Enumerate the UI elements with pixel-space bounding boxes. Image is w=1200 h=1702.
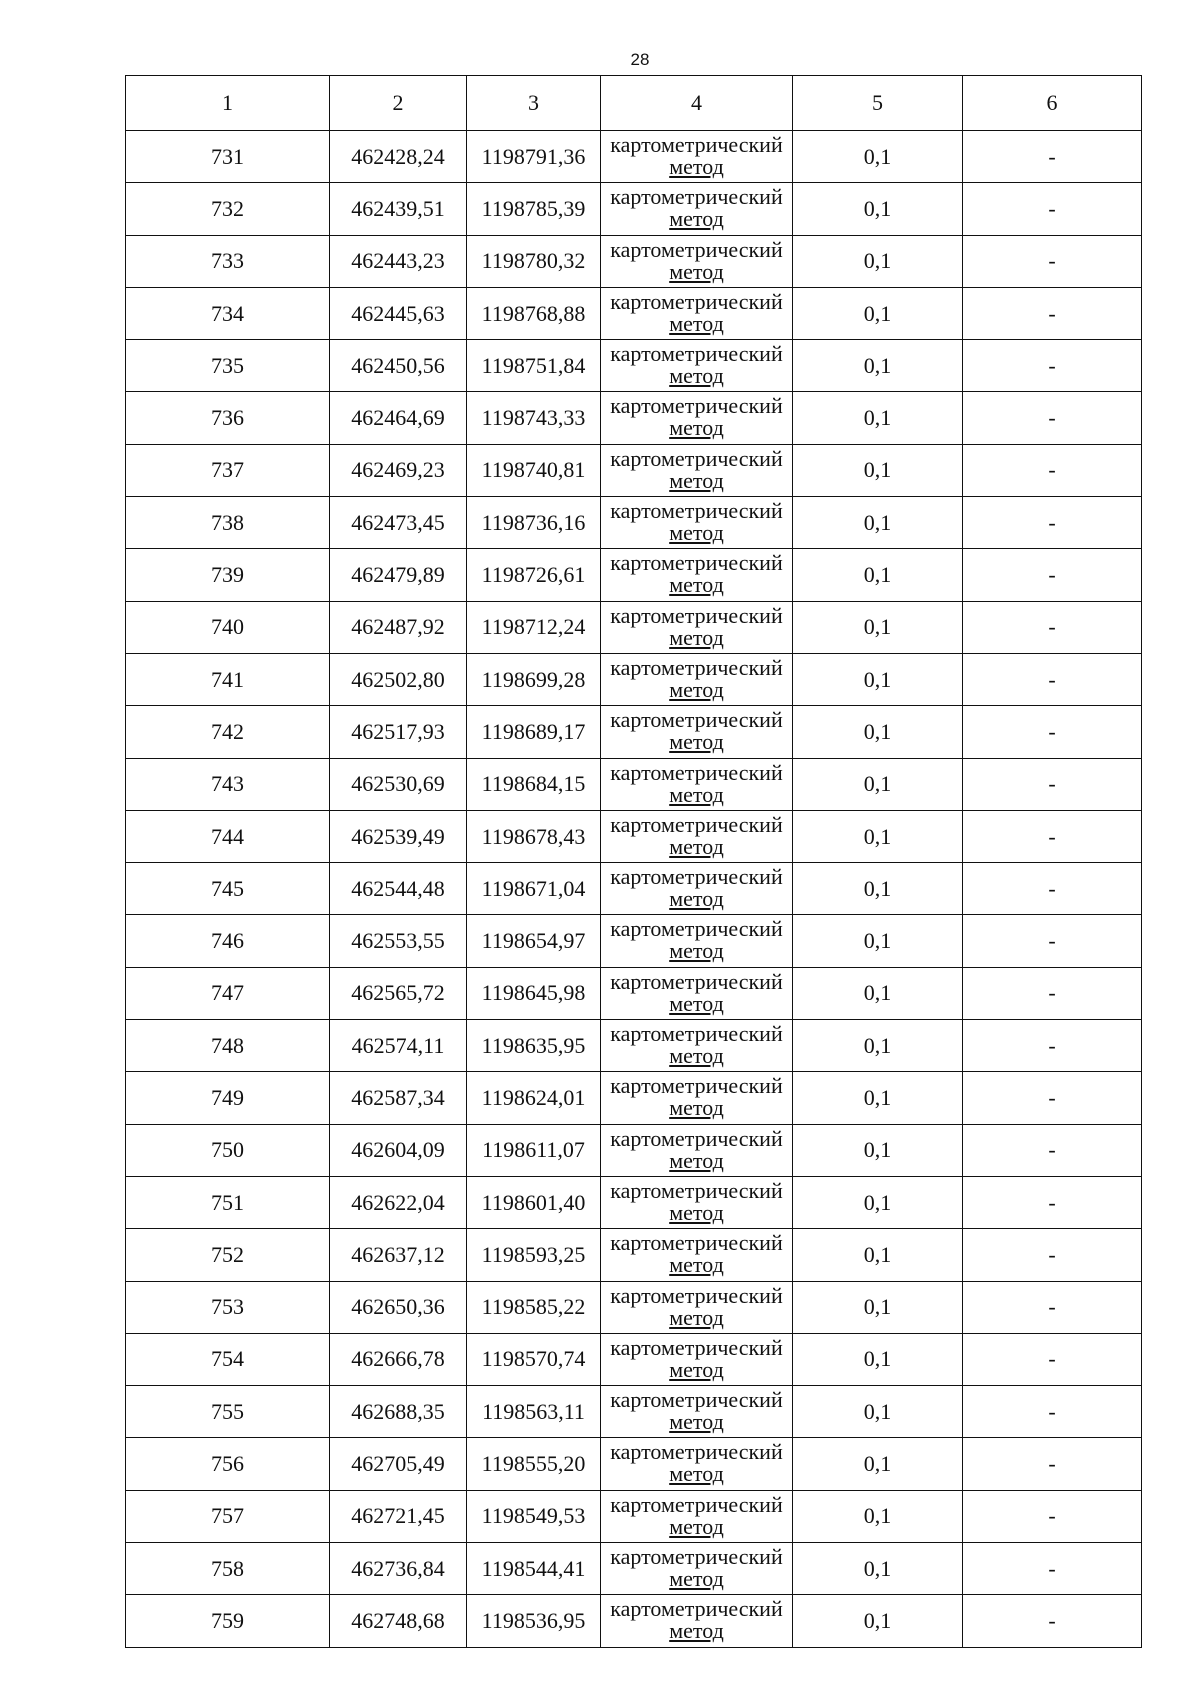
method-cell xyxy=(601,706,793,758)
note-cell: - xyxy=(963,863,1142,915)
x-coordinate-cell: 462445,63 xyxy=(330,287,467,339)
table-row xyxy=(126,1229,1142,1281)
table-row xyxy=(126,1333,1142,1385)
accuracy-cell: 0,1 xyxy=(793,1438,963,1490)
x-coordinate-cell: 462517,93 xyxy=(330,706,467,758)
method-line2: метод xyxy=(669,154,724,179)
method-line2: метод xyxy=(669,415,724,441)
method-line1: картометрический xyxy=(610,1439,783,1465)
method-line1: картометрический xyxy=(610,759,783,785)
method-line1: картометрический xyxy=(610,968,783,994)
method-line1: картометрический xyxy=(610,341,783,367)
header-col-5: 5 xyxy=(793,76,963,131)
y-coordinate-cell: 1198563,11 xyxy=(467,1386,601,1438)
point-number-cell: 742 xyxy=(126,706,330,758)
x-coordinate-cell: 462473,45 xyxy=(330,497,467,549)
note-cell: - xyxy=(963,706,1142,758)
method-cell xyxy=(601,1281,793,1333)
accuracy-cell: 0,1 xyxy=(793,392,963,444)
x-coordinate-cell: 462622,04 xyxy=(330,1176,467,1228)
method-line1: картометрический xyxy=(610,602,783,628)
y-coordinate-cell: 1198678,43 xyxy=(467,810,601,862)
note-cell: - xyxy=(963,653,1142,705)
coordinates-table xyxy=(125,75,1142,1648)
method-cell xyxy=(601,1595,793,1647)
method-line2: метод xyxy=(669,1566,724,1592)
accuracy-cell: 0,1 xyxy=(793,183,963,235)
method-line2: метод xyxy=(669,1461,724,1487)
x-coordinate-cell: 462464,69 xyxy=(330,392,467,444)
y-coordinate-cell: 1198645,98 xyxy=(467,967,601,1019)
method-line1: картометрический xyxy=(610,445,783,471)
y-coordinate-cell: 1198544,41 xyxy=(467,1543,601,1595)
accuracy-cell: 0,1 xyxy=(793,967,963,1019)
method-line1: картометрический xyxy=(610,811,783,837)
method-cell xyxy=(601,444,793,496)
method-line1: картометрический xyxy=(610,1282,783,1308)
note-cell: - xyxy=(963,601,1142,653)
method-cell xyxy=(601,183,793,235)
method-line2: метод xyxy=(669,1147,724,1173)
table-row xyxy=(126,183,1142,235)
x-coordinate-cell: 462479,89 xyxy=(330,549,467,601)
table-body xyxy=(126,131,1142,1648)
method-cell xyxy=(601,863,793,915)
table-row xyxy=(126,1595,1142,1647)
method-cell xyxy=(601,392,793,444)
method-line1: картометрический xyxy=(610,1491,783,1517)
point-number-cell: 753 xyxy=(126,1281,330,1333)
x-coordinate-cell: 462487,92 xyxy=(330,601,467,653)
y-coordinate-cell: 1198743,33 xyxy=(467,392,601,444)
point-number-cell: 737 xyxy=(126,444,330,496)
accuracy-cell: 0,1 xyxy=(793,444,963,496)
point-number-cell: 733 xyxy=(126,235,330,287)
y-coordinate-cell: 1198736,16 xyxy=(467,497,601,549)
point-number-cell: 747 xyxy=(126,967,330,1019)
y-coordinate-cell: 1198780,32 xyxy=(467,235,601,287)
method-line2: метод xyxy=(669,1409,724,1435)
table-row xyxy=(126,549,1142,601)
method-cell xyxy=(601,549,793,601)
method-line2: метод xyxy=(669,624,724,650)
point-number-cell: 738 xyxy=(126,497,330,549)
table-row xyxy=(126,1386,1142,1438)
y-coordinate-cell: 1198611,07 xyxy=(467,1124,601,1176)
header-col-6: 6 xyxy=(963,76,1142,131)
method-line2: метод xyxy=(669,1199,724,1225)
point-number-cell: 756 xyxy=(126,1438,330,1490)
note-cell: - xyxy=(963,1543,1142,1595)
method-cell xyxy=(601,235,793,287)
note-cell: - xyxy=(963,1333,1142,1385)
y-coordinate-cell: 1198570,74 xyxy=(467,1333,601,1385)
table-row xyxy=(126,1176,1142,1228)
method-line2: метод xyxy=(669,1618,724,1644)
method-line2: метод xyxy=(669,520,724,546)
point-number-cell: 736 xyxy=(126,392,330,444)
table-row xyxy=(126,1020,1142,1072)
note-cell: - xyxy=(963,235,1142,287)
y-coordinate-cell: 1198689,17 xyxy=(467,706,601,758)
x-coordinate-cell: 462502,80 xyxy=(330,653,467,705)
table-row xyxy=(126,601,1142,653)
note-cell: - xyxy=(963,131,1142,183)
x-coordinate-cell: 462721,45 xyxy=(330,1490,467,1542)
point-number-cell: 745 xyxy=(126,863,330,915)
point-number-cell: 749 xyxy=(126,1072,330,1124)
note-cell: - xyxy=(963,758,1142,810)
table-row xyxy=(126,1543,1142,1595)
y-coordinate-cell: 1198699,28 xyxy=(467,653,601,705)
y-coordinate-cell: 1198791,36 xyxy=(467,131,601,183)
accuracy-cell: 0,1 xyxy=(793,758,963,810)
note-cell: - xyxy=(963,1595,1142,1647)
table-header xyxy=(126,76,1142,131)
x-coordinate-cell: 462688,35 xyxy=(330,1386,467,1438)
accuracy-cell: 0,1 xyxy=(793,497,963,549)
table-row xyxy=(126,1490,1142,1542)
table-row xyxy=(126,1438,1142,1490)
point-number-cell: 751 xyxy=(126,1176,330,1228)
accuracy-cell: 0,1 xyxy=(793,1229,963,1281)
table-row xyxy=(126,444,1142,496)
page-number: 28 xyxy=(630,50,650,69)
accuracy-cell: 0,1 xyxy=(793,915,963,967)
x-coordinate-cell: 462544,48 xyxy=(330,863,467,915)
accuracy-cell: 0,1 xyxy=(793,1543,963,1595)
accuracy-cell: 0,1 xyxy=(793,1020,963,1072)
method-line1: картометрический xyxy=(610,1125,783,1151)
y-coordinate-cell: 1198555,20 xyxy=(467,1438,601,1490)
point-number-cell: 731 xyxy=(126,131,330,183)
note-cell: - xyxy=(963,444,1142,496)
method-line1: картометрический xyxy=(610,1230,783,1256)
method-line2: метод xyxy=(669,781,724,807)
note-cell: - xyxy=(963,967,1142,1019)
accuracy-cell: 0,1 xyxy=(793,863,963,915)
table-row xyxy=(126,392,1142,444)
point-number-cell: 754 xyxy=(126,1333,330,1385)
x-coordinate-cell: 462530,69 xyxy=(330,758,467,810)
method-line1: картометрический xyxy=(610,184,783,210)
method-line1: картометрический xyxy=(610,916,783,942)
point-number-cell: 757 xyxy=(126,1490,330,1542)
x-coordinate-cell: 462439,51 xyxy=(330,183,467,235)
note-cell: - xyxy=(963,1386,1142,1438)
method-cell xyxy=(601,1490,793,1542)
method-line1: картометрический xyxy=(610,498,783,524)
point-number-cell: 732 xyxy=(126,183,330,235)
method-cell xyxy=(601,810,793,862)
accuracy-cell: 0,1 xyxy=(793,549,963,601)
x-coordinate-cell: 462450,56 xyxy=(330,340,467,392)
accuracy-cell: 0,1 xyxy=(793,1490,963,1542)
note-cell: - xyxy=(963,1281,1142,1333)
point-number-cell: 739 xyxy=(126,549,330,601)
method-line1: картометрический xyxy=(610,393,783,419)
note-cell: - xyxy=(963,340,1142,392)
note-cell: - xyxy=(963,1020,1142,1072)
note-cell: - xyxy=(963,1176,1142,1228)
note-cell: - xyxy=(963,1490,1142,1542)
y-coordinate-cell: 1198624,01 xyxy=(467,1072,601,1124)
table-row xyxy=(126,653,1142,705)
method-line2: метод xyxy=(669,1095,724,1121)
y-coordinate-cell: 1198671,04 xyxy=(467,863,601,915)
y-coordinate-cell: 1198635,95 xyxy=(467,1020,601,1072)
note-cell: - xyxy=(963,810,1142,862)
method-line2: метод xyxy=(669,572,724,598)
method-line1: картометрический xyxy=(610,288,783,314)
table-row xyxy=(126,706,1142,758)
method-line2: метод xyxy=(669,1043,724,1069)
method-cell xyxy=(601,1124,793,1176)
point-number-cell: 748 xyxy=(126,1020,330,1072)
point-number-cell: 752 xyxy=(126,1229,330,1281)
y-coordinate-cell: 1198740,81 xyxy=(467,444,601,496)
method-line2: метод xyxy=(669,729,724,755)
x-coordinate-cell: 462565,72 xyxy=(330,967,467,1019)
method-cell xyxy=(601,1333,793,1385)
table-row xyxy=(126,967,1142,1019)
method-line2: метод xyxy=(669,467,724,493)
x-coordinate-cell: 462604,09 xyxy=(330,1124,467,1176)
method-cell xyxy=(601,131,793,183)
note-cell: - xyxy=(963,497,1142,549)
table-row xyxy=(126,235,1142,287)
method-line2: метод xyxy=(669,258,724,284)
method-line1: картометрический xyxy=(610,1177,783,1203)
method-line1: картометрический xyxy=(610,1021,783,1047)
y-coordinate-cell: 1198549,53 xyxy=(467,1490,601,1542)
x-coordinate-cell: 462587,34 xyxy=(330,1072,467,1124)
x-coordinate-cell: 462443,23 xyxy=(330,235,467,287)
point-number-cell: 734 xyxy=(126,287,330,339)
y-coordinate-cell: 1198654,97 xyxy=(467,915,601,967)
method-cell xyxy=(601,601,793,653)
method-line2: метод xyxy=(669,990,724,1016)
x-coordinate-cell: 462748,68 xyxy=(330,1595,467,1647)
table-row xyxy=(126,131,1142,183)
table-row xyxy=(126,1281,1142,1333)
point-number-cell: 750 xyxy=(126,1124,330,1176)
note-cell: - xyxy=(963,392,1142,444)
method-line1: картометрический xyxy=(610,1387,783,1413)
method-line2: метод xyxy=(669,363,724,389)
table-row xyxy=(126,1124,1142,1176)
method-cell xyxy=(601,967,793,1019)
method-cell xyxy=(601,1072,793,1124)
x-coordinate-cell: 462428,24 xyxy=(330,131,467,183)
point-number-cell: 743 xyxy=(126,758,330,810)
accuracy-cell: 0,1 xyxy=(793,131,963,183)
x-coordinate-cell: 462574,11 xyxy=(330,1020,467,1072)
accuracy-cell: 0,1 xyxy=(793,1595,963,1647)
method-cell xyxy=(601,915,793,967)
accuracy-cell: 0,1 xyxy=(793,1333,963,1385)
y-coordinate-cell: 1198726,61 xyxy=(467,549,601,601)
accuracy-cell: 0,1 xyxy=(793,706,963,758)
method-cell xyxy=(601,1020,793,1072)
header-col-3: 3 xyxy=(467,76,601,131)
x-coordinate-cell: 462666,78 xyxy=(330,1333,467,1385)
point-number-cell: 755 xyxy=(126,1386,330,1438)
method-line2: метод xyxy=(669,206,724,232)
method-line1: картометрический xyxy=(610,132,783,157)
point-number-cell: 759 xyxy=(126,1595,330,1647)
point-number-cell: 744 xyxy=(126,810,330,862)
table-row xyxy=(126,497,1142,549)
method-line2: метод xyxy=(669,310,724,336)
note-cell: - xyxy=(963,1072,1142,1124)
x-coordinate-cell: 462469,23 xyxy=(330,444,467,496)
method-line2: метод xyxy=(669,1513,724,1539)
method-cell xyxy=(601,1438,793,1490)
x-coordinate-cell: 462637,12 xyxy=(330,1229,467,1281)
accuracy-cell: 0,1 xyxy=(793,235,963,287)
method-line2: метод xyxy=(669,1304,724,1330)
x-coordinate-cell: 462539,49 xyxy=(330,810,467,862)
method-cell xyxy=(601,758,793,810)
x-coordinate-cell: 462650,36 xyxy=(330,1281,467,1333)
y-coordinate-cell: 1198593,25 xyxy=(467,1229,601,1281)
note-cell: - xyxy=(963,287,1142,339)
point-number-cell: 758 xyxy=(126,1543,330,1595)
accuracy-cell: 0,1 xyxy=(793,1386,963,1438)
note-cell: - xyxy=(963,1229,1142,1281)
accuracy-cell: 0,1 xyxy=(793,1072,963,1124)
accuracy-cell: 0,1 xyxy=(793,1281,963,1333)
method-line2: метод xyxy=(669,676,724,702)
method-line1: картометрический xyxy=(610,236,783,262)
method-line1: картометрический xyxy=(610,654,783,680)
note-cell: - xyxy=(963,183,1142,235)
method-line2: метод xyxy=(669,886,724,912)
method-cell xyxy=(601,1543,793,1595)
method-line2: метод xyxy=(669,1252,724,1278)
method-cell xyxy=(601,287,793,339)
note-cell: - xyxy=(963,549,1142,601)
accuracy-cell: 0,1 xyxy=(793,601,963,653)
table-row xyxy=(126,863,1142,915)
y-coordinate-cell: 1198601,40 xyxy=(467,1176,601,1228)
method-cell xyxy=(601,1386,793,1438)
method-cell xyxy=(601,497,793,549)
note-cell: - xyxy=(963,915,1142,967)
accuracy-cell: 0,1 xyxy=(793,1176,963,1228)
header-col-2: 2 xyxy=(330,76,467,131)
method-cell xyxy=(601,1176,793,1228)
method-line1: картометрический xyxy=(610,1596,783,1622)
method-line1: картометрический xyxy=(610,707,783,733)
x-coordinate-cell: 462736,84 xyxy=(330,1543,467,1595)
table-row xyxy=(126,758,1142,810)
method-cell xyxy=(601,1229,793,1281)
accuracy-cell: 0,1 xyxy=(793,653,963,705)
method-line1: картометрический xyxy=(610,1334,783,1360)
method-line2: метод xyxy=(669,938,724,964)
method-line1: картометрический xyxy=(610,1073,783,1099)
method-cell xyxy=(601,653,793,705)
y-coordinate-cell: 1198536,95 xyxy=(467,1595,601,1647)
method-line1: картометрический xyxy=(610,550,783,576)
y-coordinate-cell: 1198684,15 xyxy=(467,758,601,810)
method-line1: картометрический xyxy=(610,864,783,890)
table-row xyxy=(126,340,1142,392)
note-cell: - xyxy=(963,1124,1142,1176)
table-row xyxy=(126,287,1142,339)
point-number-cell: 741 xyxy=(126,653,330,705)
x-coordinate-cell: 462705,49 xyxy=(330,1438,467,1490)
table-row xyxy=(126,915,1142,967)
accuracy-cell: 0,1 xyxy=(793,287,963,339)
accuracy-cell: 0,1 xyxy=(793,340,963,392)
point-number-cell: 735 xyxy=(126,340,330,392)
x-coordinate-cell: 462553,55 xyxy=(330,915,467,967)
y-coordinate-cell: 1198785,39 xyxy=(467,183,601,235)
method-cell xyxy=(601,340,793,392)
y-coordinate-cell: 1198585,22 xyxy=(467,1281,601,1333)
y-coordinate-cell: 1198712,24 xyxy=(467,601,601,653)
method-line2: метод xyxy=(669,1356,724,1382)
table-row xyxy=(126,1072,1142,1124)
note-cell: - xyxy=(963,1438,1142,1490)
accuracy-cell: 0,1 xyxy=(793,810,963,862)
header-col-1: 1 xyxy=(126,76,330,131)
header-row xyxy=(126,76,1142,131)
method-line1: картометрический xyxy=(610,1544,783,1570)
point-number-cell: 740 xyxy=(126,601,330,653)
y-coordinate-cell: 1198751,84 xyxy=(467,340,601,392)
table-row xyxy=(126,810,1142,862)
accuracy-cell: 0,1 xyxy=(793,1124,963,1176)
y-coordinate-cell: 1198768,88 xyxy=(467,287,601,339)
method-line2: метод xyxy=(669,833,724,859)
point-number-cell: 746 xyxy=(126,915,330,967)
header-col-4: 4 xyxy=(601,76,793,131)
